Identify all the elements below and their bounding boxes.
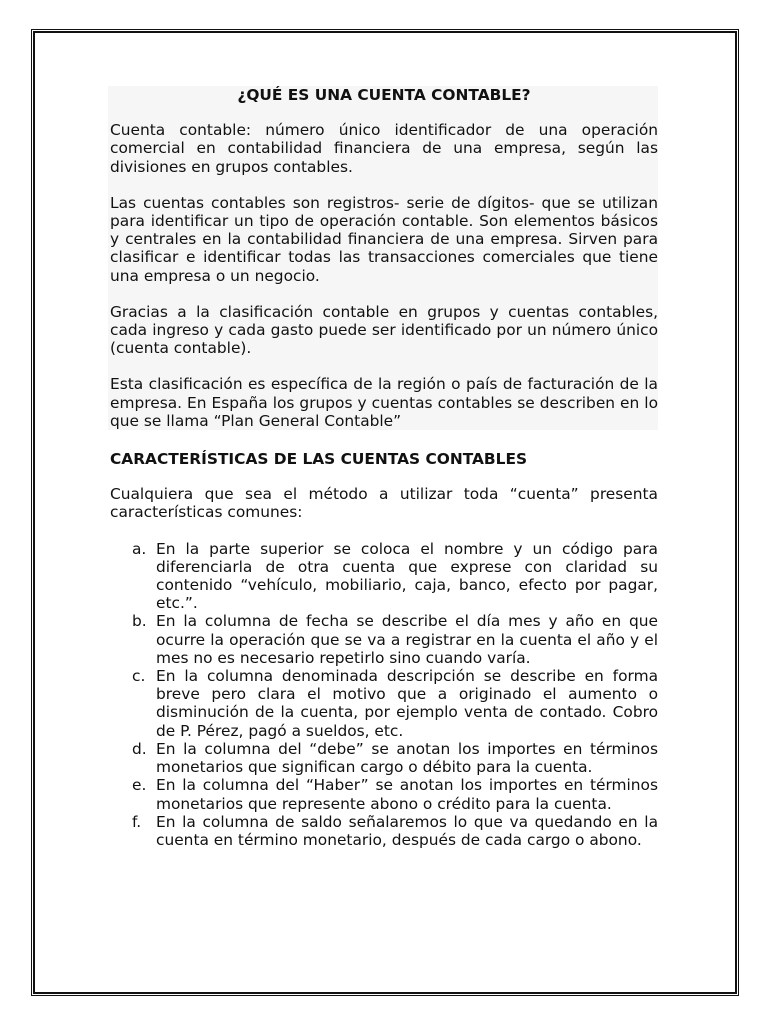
list-item-marker: a. <box>132 539 147 558</box>
list-item <box>132 667 658 740</box>
list-item-marker: c. <box>132 667 146 686</box>
list-item <box>132 739 658 777</box>
list-item-marker: e. <box>132 776 147 795</box>
document-title: ¿QUÉ ES UNA CUENTA CONTABLE? <box>237 86 531 104</box>
list-item <box>132 612 658 667</box>
list-item <box>132 539 658 613</box>
definition-paragraph: Cuenta contable: número único identificador de una operación comercial en contabilidad financiera de una empresa, según las divisiones en grupos contables. <box>110 121 658 176</box>
list-item-text: En la columna del “Haber” se anotan los importes en términos monetarios que represente abono o crédito para la cuenta. <box>156 776 658 813</box>
list-item-text: En la columna del “debe” se anotan los importes en términos monetarios que significan cargo o débito para la cuenta. <box>156 739 658 777</box>
list-item <box>132 776 658 813</box>
section-heading: CARACTERÍSTICAS DE LAS CUENTAS CONTABLES <box>110 450 528 469</box>
classification-paragraph: Gracias a la clasificación contable en grupos y cuentas contables, cada ingreso y cada gasto puede ser identificado por un número único (cuenta contable). <box>110 302 658 358</box>
list-item-marker: f. <box>132 812 142 831</box>
list-item-text: En la parte superior se coloca el nombre y un código para diferenciarla de otra cuenta que exprese con claridad su contenido “vehículo, mobiliario, caja, banco, efecto por pagar, etc.”. <box>156 539 658 613</box>
characteristics-list <box>110 540 658 849</box>
list-item-text: En la columna de fecha se describe el día mes y año en que ocurre la operación que se va a registrar en la cuenta el año y el mes no es necesario repetirlo sino cuando varía. <box>156 612 658 667</box>
shaded-intro-block <box>108 86 658 430</box>
list-item-text: En la columna de saldo señalaremos lo que va quedando en la cuenta en término monetario, después de cada cargo o abono. <box>156 812 658 849</box>
list-item-text: En la columna denominada descripción se describe en forma breve pero clara el motivo que a originado el aumento o disminución de la cuenta, por ejemplo venta de contado. Cobro de P. Pérez, pagó a sueldos, etc. <box>156 667 658 740</box>
list-item <box>132 812 658 849</box>
section-intro: Cualquiera que sea el método a utilizar toda “cuenta” presenta características comunes: <box>110 485 658 522</box>
list-item-marker: b. <box>132 612 147 631</box>
document-body <box>110 86 658 849</box>
region-paragraph: Esta clasificación es específica de la región o país de facturación de la empresa. En España los grupos y cuentas contables se describen en lo que se llama “Plan General Contable” <box>110 375 658 430</box>
list-item-marker: d. <box>132 739 147 758</box>
description-paragraph: Las cuentas contables son registros- serie de dígitos- que se utilizan para identificar un tipo de operación contable. Son elementos básicos y centrales en la contabilidad financiera de una empresa. Sirven para clasificar e identificar todas las transacciones comerciales que tiene una empresa o un negocio. <box>110 193 658 285</box>
